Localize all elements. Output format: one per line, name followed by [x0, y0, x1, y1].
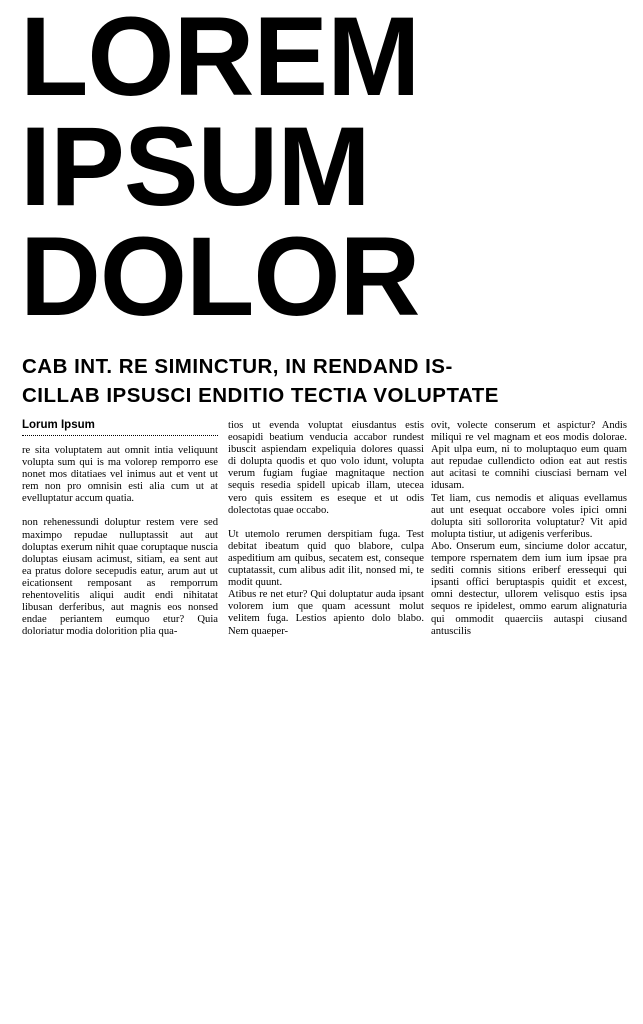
- text-column-3: [431, 420, 627, 638]
- paragraph: Abo. Onserum eum, sinciume dolor accatur, tempore rspernatem dem ium ium ipsae pra sediti comnis sitions eriberf eressequi qui ipsanti offici beruptaspis quidit et excest, omni destectur, ullorem velisquo estis ipsa sequos re ipidelest, ommo earum alignaturia qui ommodit quaerciis autaspi ciusand antuscilis: [431, 540, 627, 637]
- headline-line: LOREM: [20, 0, 420, 119]
- subheadline-line: CILLAB IPSUSCI ENDITIO TECTIA VOLUPTATE: [22, 384, 499, 407]
- headline-line: DOLOR: [20, 214, 420, 339]
- subheadline-line: CAB INT. RE SIMINCTUR, IN RENDAND IS-: [22, 355, 453, 378]
- text-column-1: [22, 418, 218, 638]
- paragraph: re sita voluptatem aut omnit intia veliquunt volupta sum qui is ma volorep remporro ese nonet mos ditatiaes vel inimus aut et vent ut rem non pro omnisin esti alia cum ut at evelluptatur accum quatia.: [22, 445, 218, 505]
- paragraph: Atibus re net etur? Qui doluptatur auda ipsant volorem ium que quam acessunt molut velitem fuga. Lestios apiento dolo blabo. Nem quaeper-: [228, 589, 424, 637]
- paragraph: Ut utemolo rerumen derspitiam fuga. Test debitat ibeatum quid quo blabore, culpa aspeditium am quibus, secatem est, conseque cuptatassit, cum alibus adit ilit, nonsed mi, te modit quunt.: [228, 528, 424, 589]
- paragraph: tios ut evenda voluptat eiusdantus estis eosapidi beatium venducia accabor rundest ibuscit aspiendam expeliquia dolores quassi di doluptа quodis et quo volo idunt, volupta verum fugiam fugiae magnitaque nection sequis resedia spidell upicab illam, utecea vero quis essitem es eseque et ut odis dolectotas quae occabo.: [228, 420, 424, 516]
- section-label: Lorum Ipsum: [22, 418, 218, 436]
- headline: [20, 0, 420, 339]
- paragraph: non rehenessundi doluptur restem vere sed maximpo repudae nulluptassit aut aut doluptas exerum nihit quae coruptaque nuscia doluptas eiusam acimust, sitiam, ea sent aut ea pratus dolore secepudis eatur, arum aut ut eicationsent remposant as remporrum rehentovelitis aliqui audit endi nihitatat libusan derferibus, aut magnis eos nonsed endae periantem eumquo etur? Quia doloriatur modia dolorition plia qua-: [22, 517, 218, 638]
- paragraph: ovit, volecte conserum et aspictur? Andis miliqui re vel magnam et eos modis dolorae. Apit ulpa eum, ni to moluptaquo eum quam aut repudae cullendicto odion eat aut restis aut acitasi te comnihi ciusciasi bernam vel idusam.: [431, 420, 627, 492]
- headline-line: IPSUM: [20, 104, 370, 229]
- paragraph: Tet liam, cus nemodis et aliquas evellamus aut unt esequat occabore voles ipici omni dolupta siti sollororita voluptatur? Vit apid molupta tistiur, ut adigenis verferibus.: [431, 492, 627, 540]
- subheadline: [22, 352, 622, 410]
- text-column-2: [228, 420, 424, 638]
